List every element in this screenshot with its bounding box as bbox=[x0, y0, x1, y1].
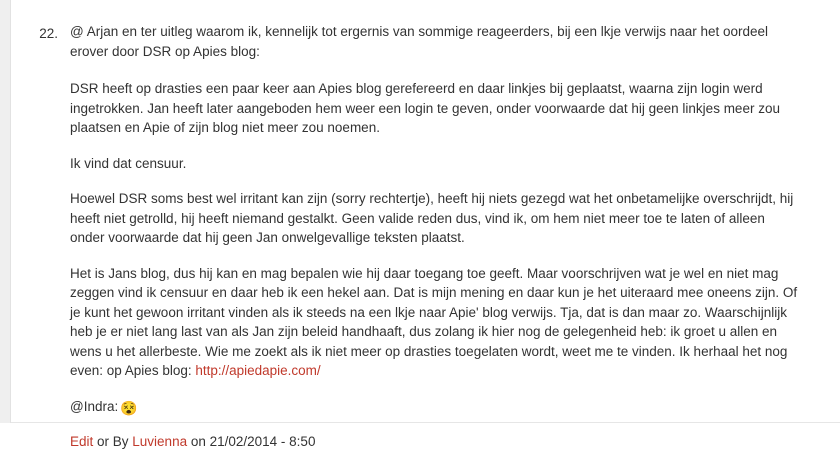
byline-separator: or By bbox=[93, 434, 133, 449]
comment-paragraph: @ Arjan en ter uitleg waarom ik, kennelijk tot ergernis van sommige reageerders, bij een lkje verwijs naar het oordeel erover door DSR op Apies blog: bbox=[70, 24, 769, 59]
comment-paragraph-with-link bbox=[70, 264, 802, 381]
mention-line bbox=[70, 397, 802, 417]
left-gutter bbox=[0, 0, 11, 427]
dizzy-face-emoji-icon: 😵 bbox=[120, 399, 138, 416]
comment-paragraph: Ik vind dat censuur. bbox=[70, 155, 187, 171]
paragraph-text: Het is Jans blog, dus hij kan en mag bepalen wie hij daar toegang toe geeft. Maar voorschrijven wat je wel en niet mag zeggen vind ik censuur en daar heb ik een hekel aan. Dat is mijn mening en daar kun je het uiteraard mee oneens zijn. Of je kunt het gewoon irritant vinden als ik steeds na een lkje naar Apie' blog verwijs. Tja, dat is dan maar zo. Waarschijnlijk heb je er niet lang last van als Jan zijn beleid handhaaft, dus zolang ik hier nog de gelegenheid heb: ik groet u allen en wens u het allerbeste. Wie me zoekt als ik niet meer op drasties toegelaten wordt, weet me te vinden. Ik herhaal het nog even: op Apies blog: bbox=[70, 265, 798, 378]
mention-text: @Indra: bbox=[70, 398, 119, 414]
apiedapie-link[interactable]: http://apiedapie.com/ bbox=[195, 363, 321, 378]
edit-link[interactable]: Edit bbox=[70, 434, 94, 449]
comment-paragraph: Hoewel DSR soms best wel irritant kan zijn (sorry rechtertje), heeft hij niets gezegd wat het onbetamelijke overschrijdt, hij heeft niet getrolld, hij heeft niemand gestalkt. Geen valide reden dus, vind ik, om hem niet meer toe te laten of alleen onder voorwaarde dat hij geen Jan onwelgevallige teksten plaatst. bbox=[70, 191, 794, 245]
bottom-band bbox=[0, 423, 840, 427]
comment-byline bbox=[70, 432, 802, 452]
comment-number: 22. bbox=[39, 26, 58, 41]
byline-timestamp: on 21/02/2014 - 8:50 bbox=[187, 434, 316, 449]
comment-body bbox=[70, 22, 802, 468]
comment-paragraph: DSR heeft op drasties een paar keer aan Apies blog gerefereerd en daar linkjes bij geplaatst, waarna zijn login werd ingetrokken. Jan heeft later aangeboden hem weer een login te geven, onder voorwaarde dat hij geen linkjes meer zou plaatsen en Apie of zijn blog niet meer zou noemen. bbox=[70, 81, 780, 135]
author-link[interactable]: Luvienna bbox=[132, 434, 188, 449]
